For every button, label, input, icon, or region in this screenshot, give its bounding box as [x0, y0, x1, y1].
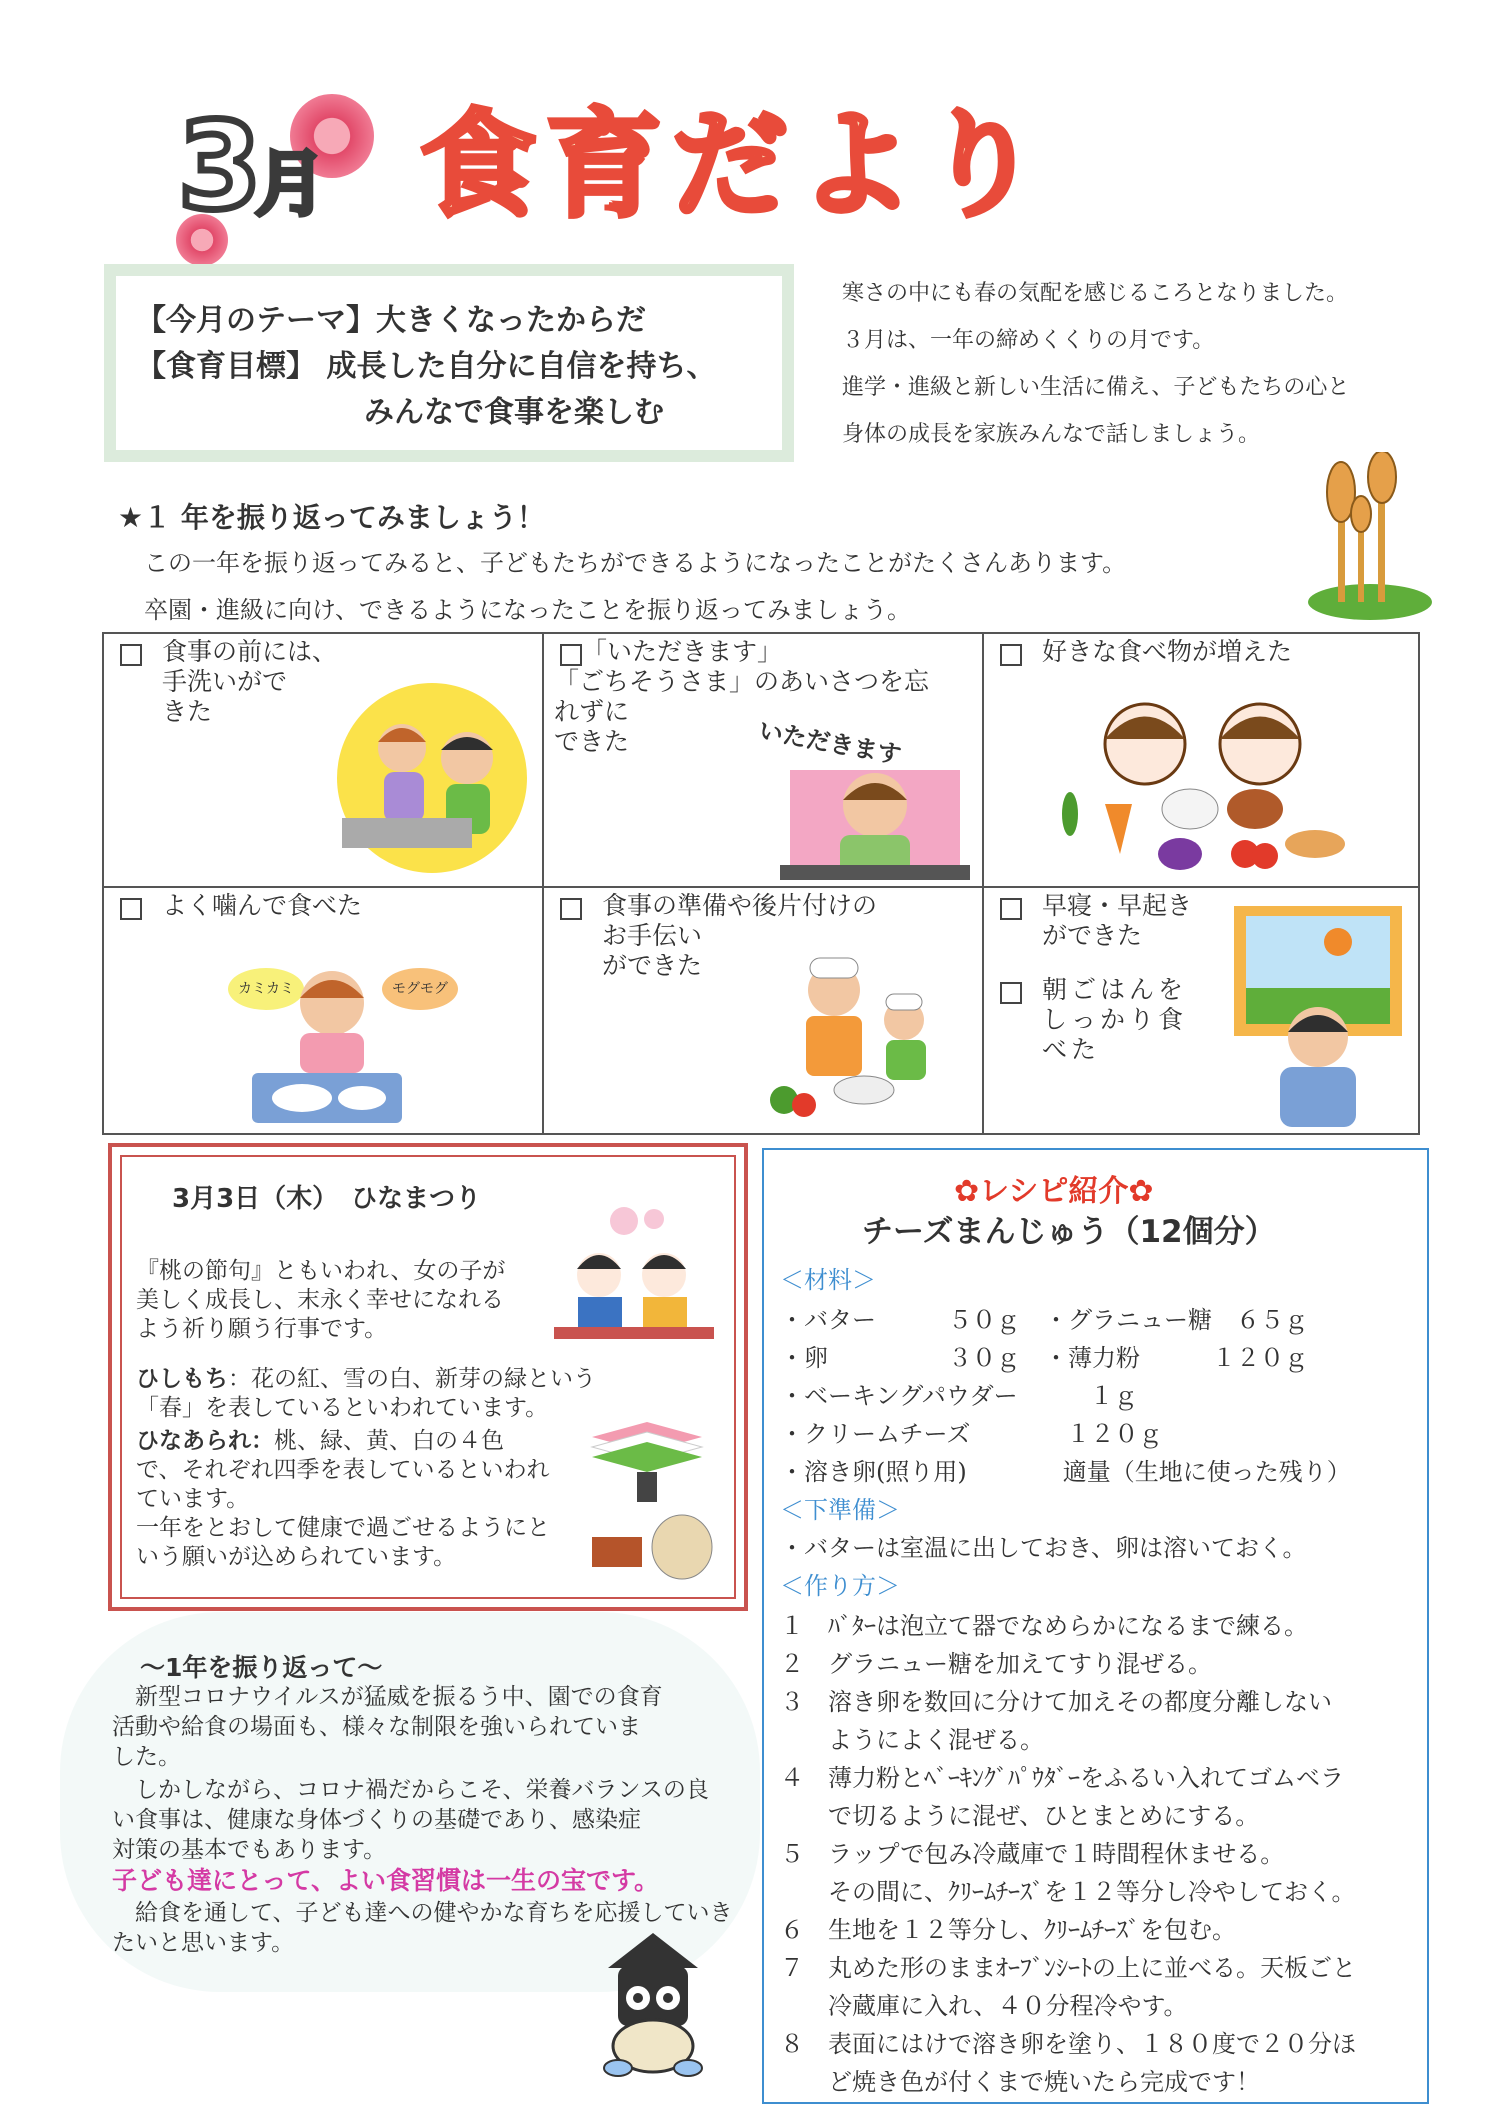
prep-text: ・バターは室温に出しておき、卵は溶いておく。	[780, 1534, 1307, 1562]
lookback-highlight: 子ども達にとって、よい食習慣は一生の宝です。	[112, 1866, 660, 1895]
checklist-grid	[102, 632, 1420, 1135]
hishimochi-text: ひしもち：花の紅、雪の白、新芽の緑という 「春」を表しているといわれています。	[136, 1366, 596, 1421]
hinamatsuri-desc: 『桃の節句』ともいわれ、女の子が 美しく成長し、末永く幸せになれる よう祈り願う行事です。	[136, 1258, 506, 1342]
handwashing-illustration	[332, 678, 532, 878]
checkbox[interactable]	[1000, 644, 1022, 666]
checkbox[interactable]	[560, 898, 582, 920]
review-heading: ★１ 年を振り返ってみましょう！	[118, 501, 545, 534]
chewing-illustration	[242, 948, 412, 1128]
lookback-line: 活動や給食の場面も、様々な制限を強いられていま	[112, 1714, 641, 1740]
mascot-character-icon	[588, 1928, 718, 2078]
review-text: この一年を振り返ってみると、子どもたちができるようになったことがたくさんあります。 卒園・進級に向け、できるようになったことを振り返ってみましょう。	[144, 549, 1127, 624]
lookback-line: 給食を通して、子ども達への健やかな育ちを応援していき	[112, 1900, 733, 1926]
recipe-title: チーズまんじゅう（12個分）	[862, 1214, 1276, 1250]
checklist-item: 好きな食べ物が増えた	[984, 634, 1420, 888]
ingredient-line: ・ベーキングパウダー １ｇ	[780, 1382, 1138, 1410]
step-line: ５ ラップで包み冷蔵庫で１時間程休ませる。	[780, 1840, 1285, 1868]
hishimochi-illustration	[572, 1417, 722, 1587]
checkbox[interactable]	[1000, 898, 1022, 920]
lookback-line: 新型コロナウイルスが猛威を振るう中、園での食育	[112, 1684, 663, 1710]
step-line: ６ 生地を１２等分し、ｸﾘｰﾑﾁｰｽﾞを包む。	[780, 1916, 1236, 1944]
step-line: 冷蔵庫に入れ、４０分程冷やす。	[780, 1992, 1188, 2020]
page-title: 食育だより	[420, 98, 1050, 233]
lookback-title: ～1年を振り返って～	[140, 1653, 383, 1682]
title-month: 3月	[178, 98, 320, 237]
checkbox[interactable]	[120, 644, 142, 666]
ingredient-line: ・溶き卵(照り用) 適量（生地に使った残り）	[780, 1458, 1351, 1486]
checklist-item: よく噛んで食べた カミカミ モグモグ	[104, 888, 544, 1135]
kamikami-bubble: カミカミ	[228, 968, 304, 1010]
ingredient-line: ・クリームチーズ １２０ｇ	[780, 1420, 1163, 1448]
intro-text: 寒さの中にも春の気配を感じるころとなりました。 ３月は、一年の締めくくりの月です。 進学・進級と新しい生活に備え、子どもたちの心と 身体の成長を家族みんなで話しましょう。	[842, 281, 1350, 447]
lookback-line: した。	[112, 1744, 181, 1770]
checklist-item: 食事の前には、 手洗いがで きた	[104, 634, 544, 888]
step-line: ４ 薄力粉とﾍﾞｰｷﾝｸﾞﾊﾟｳﾀﾞｰをふるい入れてゴムベラ	[780, 1764, 1344, 1792]
recipe-box	[762, 1148, 1429, 2104]
step-line: ３ 溶き卵を数回に分けて加えその都度分離しない	[780, 1688, 1332, 1716]
lookback-line: 対策の基本でもあります。	[112, 1837, 387, 1863]
food-illustration	[1050, 694, 1360, 874]
hina-dolls-illustration	[544, 1205, 724, 1345]
cooking-illustration	[754, 950, 974, 1130]
prep-heading: ＜下準備＞	[780, 1496, 900, 1524]
itadakimasu-caption: いただきます	[756, 716, 904, 770]
step-line: ようによく混ぜる。	[780, 1726, 1044, 1754]
wakeup-illustration	[1228, 902, 1408, 1132]
horsetail-icon	[1300, 452, 1440, 622]
hinamatsuri-box	[108, 1143, 748, 1611]
goal-line: 【食育目標】 成長した自分に自信を持ち、	[136, 349, 717, 384]
step-line: ７ 丸めた形のままｵｰﾌﾞﾝｼｰﾄの上に並べる。天板ごと	[780, 1954, 1356, 1982]
checkbox[interactable]	[1000, 982, 1022, 1004]
checkbox[interactable]	[120, 898, 142, 920]
theme-box	[104, 264, 794, 462]
hinaarare-text: ひなあられ：桃、緑、黄、白の４色 で、それぞれ四季を表しているといわれ ています。 一年をとおして健康で過ごせるようにと いう願いが込められています。	[136, 1428, 550, 1570]
checklist-item: 早寝・早起き ができた 朝ごはんを しっかり食 べた	[984, 888, 1420, 1135]
mogumogu-bubble: モグモグ	[382, 968, 458, 1010]
greeting-illustration	[780, 760, 970, 884]
step-line: ２ グラニュー糖を加えてすり混ぜる。	[780, 1650, 1212, 1678]
step-line: ど焼き色が付くまで焼いたら完成です！	[780, 2068, 1260, 2096]
checklist-item: 「いただきます」 「ごちそうさま」のあいさつを忘 れずに できた いただきます	[544, 634, 984, 888]
lookback-line: しかしながら、コロナ禍だからこそ、栄養バランスの良	[112, 1777, 709, 1803]
goal-line-2: みんなで食事を楽しむ	[364, 395, 664, 430]
materials-heading: ＜材料＞	[780, 1266, 876, 1294]
checklist-item: 食事の準備や後片付けの お手伝い ができた	[544, 888, 984, 1135]
theme-line: 【今月のテーマ】大きくなったからだ	[136, 303, 646, 338]
step-line: ８ 表面にはけで溶き卵を塗り、１８０度で２０分ほ	[780, 2030, 1356, 2058]
step-line: で切るように混ぜ、ひとまとめにする。	[780, 1802, 1260, 1830]
ingredient-line: ・卵 ３０ｇ ・薄力粉 １２０ｇ	[780, 1344, 1308, 1372]
recipe-label: ✿レシピ紹介✿	[954, 1174, 1154, 1209]
steps-heading: ＜作り方＞	[780, 1572, 900, 1600]
step-line: １ ﾊﾞﾀｰは泡立て器でなめらかになるまで練る。	[780, 1612, 1308, 1640]
lookback-line: い食事は、健康な身体づくりの基礎であり、感染症	[112, 1807, 641, 1833]
step-line: その間に、ｸﾘｰﾑﾁｰｽﾞを１２等分し冷やしておく。	[780, 1878, 1356, 1906]
ingredient-line: ・バター ５０ｇ ・グラニュー糖 ６５ｇ	[780, 1306, 1308, 1334]
lookback-line: たいと思います。	[112, 1930, 295, 1956]
hinamatsuri-title: 3月3日（木） ひなまつり	[172, 1184, 482, 1214]
